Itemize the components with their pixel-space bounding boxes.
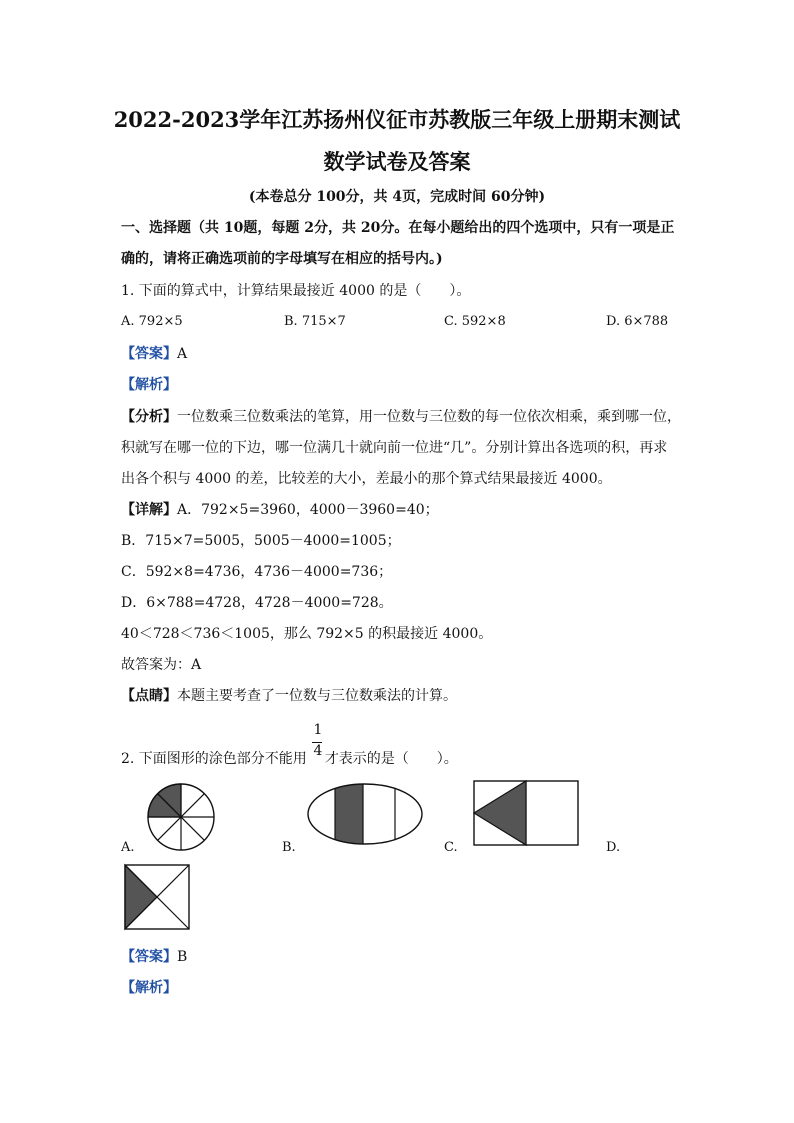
q2-stem-before: 2. 下面图形的涂色部分不能用 [121,751,307,767]
q2-option-c-label: C. [444,840,458,855]
figure-c-rectangle [473,780,579,846]
q1-answer [121,343,187,363]
answer-tag: 【答案】 [121,346,177,362]
q1-xiangjie-c: C．592×8=4736，4736－4000=736； [121,564,393,580]
answer-value: A [177,346,188,362]
q2-option-a-label: A. [121,840,135,855]
q2-answer-tag: 【答案】 [121,949,177,965]
q1-fenxi-line-3: 出各个积与 4000 的差，比较差的大小，差最小的那个算式结果最接近 4000。 [121,471,612,487]
section-intro-line-2: 确的，请将正确选项前的字母填写在相应的括号内。) [121,251,443,267]
q1-dianjing [121,685,457,705]
q2-analysis [121,977,177,997]
figure-b-ellipse [306,782,424,846]
q1-xiangjie-b: B．715×7=5005，5005－4000=1005； [121,533,401,549]
q1-option-b: B. 715×7 [284,314,346,329]
q1-xiangjie-d: D．6×788=4728，4728－4000=728。 [121,595,393,611]
q2-option-d-label: D. [606,840,621,855]
page-title-line-1: 2022-2023学年江苏扬州仪征市苏教版三年级上册期末测试 [113,107,681,132]
q1-conclusion: 故答案为：A [121,657,202,673]
fenxi-text-1: 一位数乘三位数乘法的笔算，用一位数与三位数的每一位依次相乘，乘到哪一位， [177,409,681,425]
question-1-stem: 1. 下面的算式中，计算结果最接近 4000 的是（ ）。 [121,283,471,299]
q1-option-a: A. 792×5 [121,314,183,329]
dianjing-tag: 【点睛】 [121,688,177,704]
figure-d-square [124,864,190,930]
figure-a-circle [144,780,218,854]
xiangjie-a-text: A．792×5=3960，4000－3960=40； [177,502,439,518]
question-2-stem [121,748,458,768]
q1-option-d: D. 6×788 [606,314,669,329]
q1-option-c: C. 592×8 [444,314,506,329]
q1-analysis [121,374,177,394]
section-intro-line-1: 一、选择题（共 10题，每题 2分，共 20分。在每小题给出的四个选项中，只有一项是正 [121,220,675,236]
fenxi-tag: 【分析】 [121,409,177,425]
q2-answer [121,946,187,966]
analysis-tag: 【解析】 [121,377,177,393]
xiangjie-tag: 【详解】 [121,502,177,518]
q2-analysis-tag: 【解析】 [121,980,177,996]
fraction-numerator: 1 [313,722,323,738]
q2-option-b-label: B. [282,840,296,855]
q2-answer-value: B [177,949,188,965]
q1-fenxi-line-1 [121,406,681,426]
q1-compare: 40＜728＜736＜1005，那么 792×5 的积最接近 4000。 [121,626,493,642]
fraction-denominator: 4 [313,743,323,759]
page-title-line-2: 数学试卷及答案 [323,149,471,174]
exam-subtitle: (本卷总分 100分，共 4页，完成时间 60分钟) [248,189,546,205]
q1-fenxi-line-2: 积就写在哪一位的下边，哪一位满几十就向前一位进“几”。分别计算出各选项的积，再求 [121,440,668,456]
q2-stem-after: 才表示的是（ ）。 [324,751,458,767]
q1-xiangjie-a [121,499,439,519]
dianjing-text: 本题主要考查了一位数与三位数乘法的计算。 [177,688,457,704]
